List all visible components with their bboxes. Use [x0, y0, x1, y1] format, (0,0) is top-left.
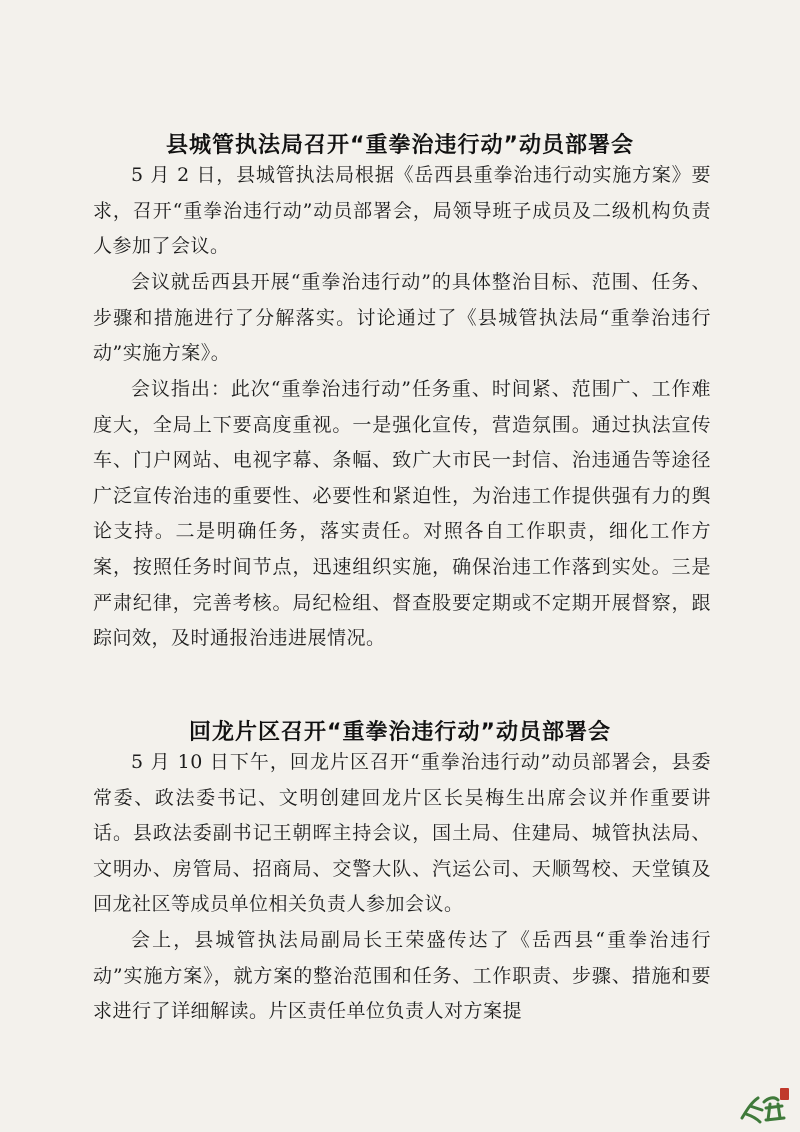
yuexi-logo-icon [738, 1088, 790, 1126]
article-paragraph: 会上，县城管执法局副局长王荣盛传达了《岳西县“重拳治违行动”实施方案》，就方案的整治范围和任务、工作职责、步骤、措施和要求进行了详细解读。片区责任单位负责人对方案提 [93, 929, 711, 1023]
article-paragraph: 会议指出：此次“重拳治违行动”任务重、时间紧、范围广、工作难度大，全局上下要高度重视。一是强化宣传，营造氛围。通过执法宣传车、门户网站、电视字幕、条幅、致广大市民一封信、治违通告等途径广泛宣传治违的重要性、必要性和紧迫性，为治违工作提供强有力的舆论支持。二是明确任务，落实责任。对照各自工作职责，细化工作方案，按照任务时间节点，迅速组织实施，确保治违工作落到实处。三是严肃纪律，完善考核。局纪检组、督查股要定期或不定期开展督察，跟踪问效，及时通报治违进展情况。 [93, 378, 711, 650]
article-title: 回龙片区召开“重拳治违行动”动员部署会 [189, 719, 611, 745]
article-paragraph: 会议就岳西县开展“重拳治违行动”的具体整治目标、范围、任务、步骤和措施进行了分解落实。讨论通过了《县城管执法局“重拳治违行动”实施方案》。 [93, 271, 711, 365]
article-title: 县城管执法局召开“重拳治违行动”动员部署会 [166, 132, 634, 158]
article-paragraph: 5 月 2 日，县城管执法局根据《岳西县重拳治违行动实施方案》要求，召开“重拳治违行动”动员部署会，局领导班子成员及二级机构负责人参加了会议。 [93, 164, 711, 258]
article-paragraph: 5 月 10 日下午，回龙片区召开“重拳治违行动”动员部署会，县委常委、政法委书记、文明创建回龙片区长吴梅生出席会议并作重要讲话。县政法委副书记王朝晖主持会议，国土局、住建局、城管执法局、文明办、房管局、招商局、交警大队、汽运公司、天顺驾校、天堂镇及回龙社区等成员单位相关负责人参加会议。 [93, 751, 711, 916]
